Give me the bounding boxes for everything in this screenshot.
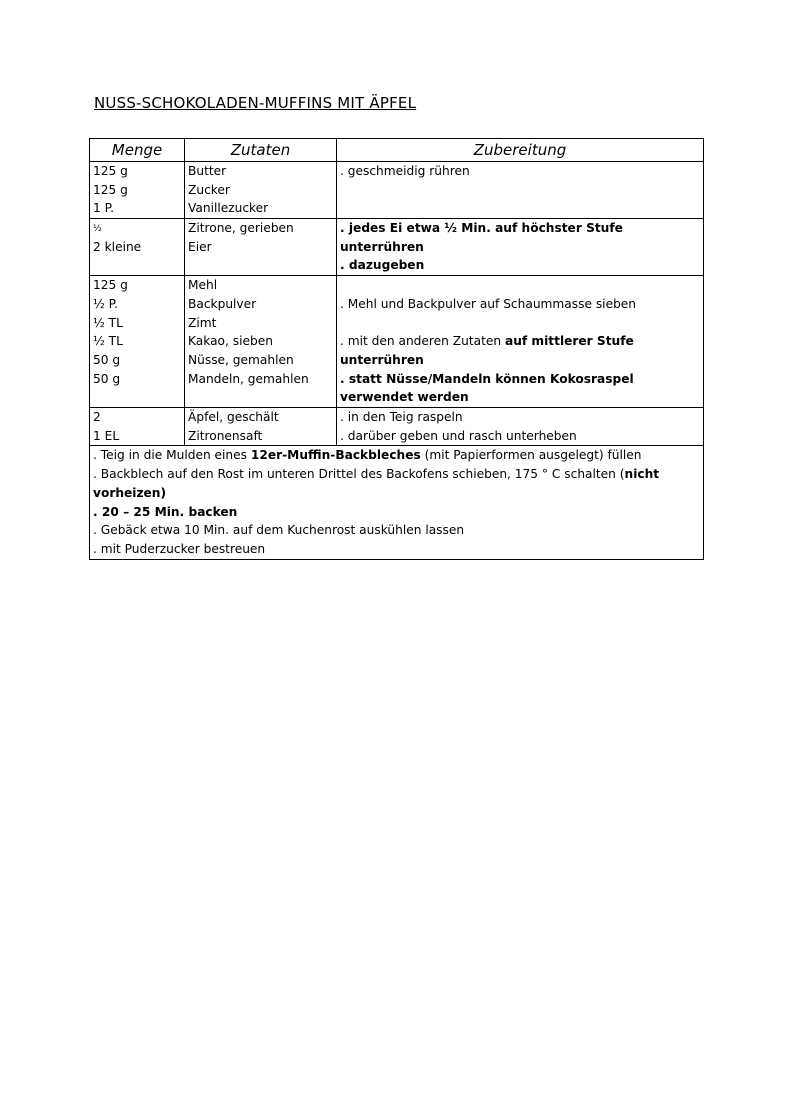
header-menge: Menge xyxy=(90,139,185,162)
menge-cell xyxy=(90,219,185,276)
final-steps-cell xyxy=(90,446,704,559)
zutat-line: Äpfel, geschält xyxy=(188,410,279,425)
menge-line: 125 g xyxy=(93,164,128,178)
zutaten-cell xyxy=(185,162,337,219)
zubereitung-cell xyxy=(337,219,704,276)
step-bold: . dazugeben xyxy=(340,258,425,273)
step-bold: . statt Nüsse/Mandeln können Kokosraspel verwendet werden xyxy=(340,371,634,405)
menge-line: ½ TL xyxy=(93,315,123,330)
zutat-line: Butter xyxy=(188,164,227,178)
zutaten-cell xyxy=(185,219,337,276)
zutat-line: Zucker xyxy=(188,182,230,197)
step-line xyxy=(93,503,683,522)
zutat-line: Eier xyxy=(188,239,212,254)
zutat-line: Nüsse, gemahlen xyxy=(188,352,294,367)
spacer-line xyxy=(340,276,697,295)
section-eier xyxy=(90,219,704,276)
zutat-line: Backpulver xyxy=(188,296,257,311)
menge-line: 125 g xyxy=(93,182,128,197)
zutaten-cell xyxy=(185,276,337,408)
menge-line: ½ TL xyxy=(93,334,123,349)
step-line: . mit Puderzucker bestreuen xyxy=(93,541,266,556)
zubereitung-cell xyxy=(337,276,704,408)
zutat-line: Zitronensaft xyxy=(188,428,263,443)
menge-cell xyxy=(90,162,185,219)
menge-cell xyxy=(90,276,185,408)
menge-line: 1 EL xyxy=(93,428,120,443)
step-line: . geschmeidig rühren xyxy=(340,164,470,178)
step-bold: nicht vorheizen) xyxy=(93,467,660,500)
menge-line xyxy=(93,219,184,238)
menge-line: 1 P. xyxy=(93,201,114,216)
zutat-line: Zimt xyxy=(188,315,217,330)
zutat-line: Mehl xyxy=(188,278,218,293)
step-bold: . 20 – 25 Min. backen xyxy=(93,504,238,519)
step-bold: auf mittlerer Stufe unterrühren xyxy=(340,334,634,367)
zubereitung-cell xyxy=(337,162,704,219)
menge-line: 50 g xyxy=(93,371,121,386)
step-line xyxy=(340,256,643,275)
fraction: ½ xyxy=(93,224,102,235)
recipe-table xyxy=(89,138,704,560)
header-zubereitung: Zubereitung xyxy=(337,139,704,162)
step-line xyxy=(340,332,697,369)
step-bold: 12er-Muffin-Backbleches xyxy=(250,448,421,463)
step-text: . Backblech auf den Rost im unteren Drittel des Backofens schieben, 175 ° C schalten ( xyxy=(93,467,625,482)
zutat-line: Vanillezucker xyxy=(188,201,269,216)
step-bold: . jedes Ei etwa ½ Min. auf höchster Stufe unterrühren xyxy=(340,221,623,254)
step-line xyxy=(93,446,683,465)
step-line: . darüber geben und rasch unterheben xyxy=(340,428,577,443)
step-text: . Teig in die Mulden eines xyxy=(93,448,251,463)
zutat-line: Kakao, sieben xyxy=(188,334,273,349)
header-zutaten: Zutaten xyxy=(185,139,337,162)
zutat-line: Zitrone, gerieben xyxy=(188,221,294,236)
zutat-line: Mandeln, gemahlen xyxy=(188,371,309,386)
step-line: . Mehl und Backpulver auf Schaummasse sieben xyxy=(340,296,637,311)
step-line xyxy=(340,370,697,407)
menge-cell xyxy=(90,408,185,446)
step-line xyxy=(340,219,643,256)
menge-line: ½ P. xyxy=(93,296,119,311)
step-line: . in den Teig raspeln xyxy=(340,410,463,425)
menge-line: 125 g xyxy=(93,278,128,293)
table-header-row xyxy=(90,139,704,162)
menge-line: 2 kleine xyxy=(93,239,142,254)
section-aepfel xyxy=(90,408,704,446)
step-text: (mit Papierformen ausgelegt) füllen xyxy=(420,448,642,463)
spacer-line xyxy=(340,314,697,333)
step-text: . mit den anderen Zutaten xyxy=(340,334,505,349)
section-butter xyxy=(90,162,704,219)
step-line xyxy=(93,465,683,502)
menge-line: 2 xyxy=(93,410,101,425)
recipe-title: NUSS-SCHOKOLADEN-MUFFINS MIT ÄPFEL xyxy=(94,94,417,112)
zutaten-cell xyxy=(185,408,337,446)
step-line: . Gebäck etwa 10 Min. auf dem Kuchenrost auskühlen lassen xyxy=(93,523,465,538)
section-final xyxy=(90,446,704,559)
zubereitung-cell xyxy=(337,408,704,446)
section-mehl xyxy=(90,276,704,408)
menge-line: 50 g xyxy=(93,352,121,367)
